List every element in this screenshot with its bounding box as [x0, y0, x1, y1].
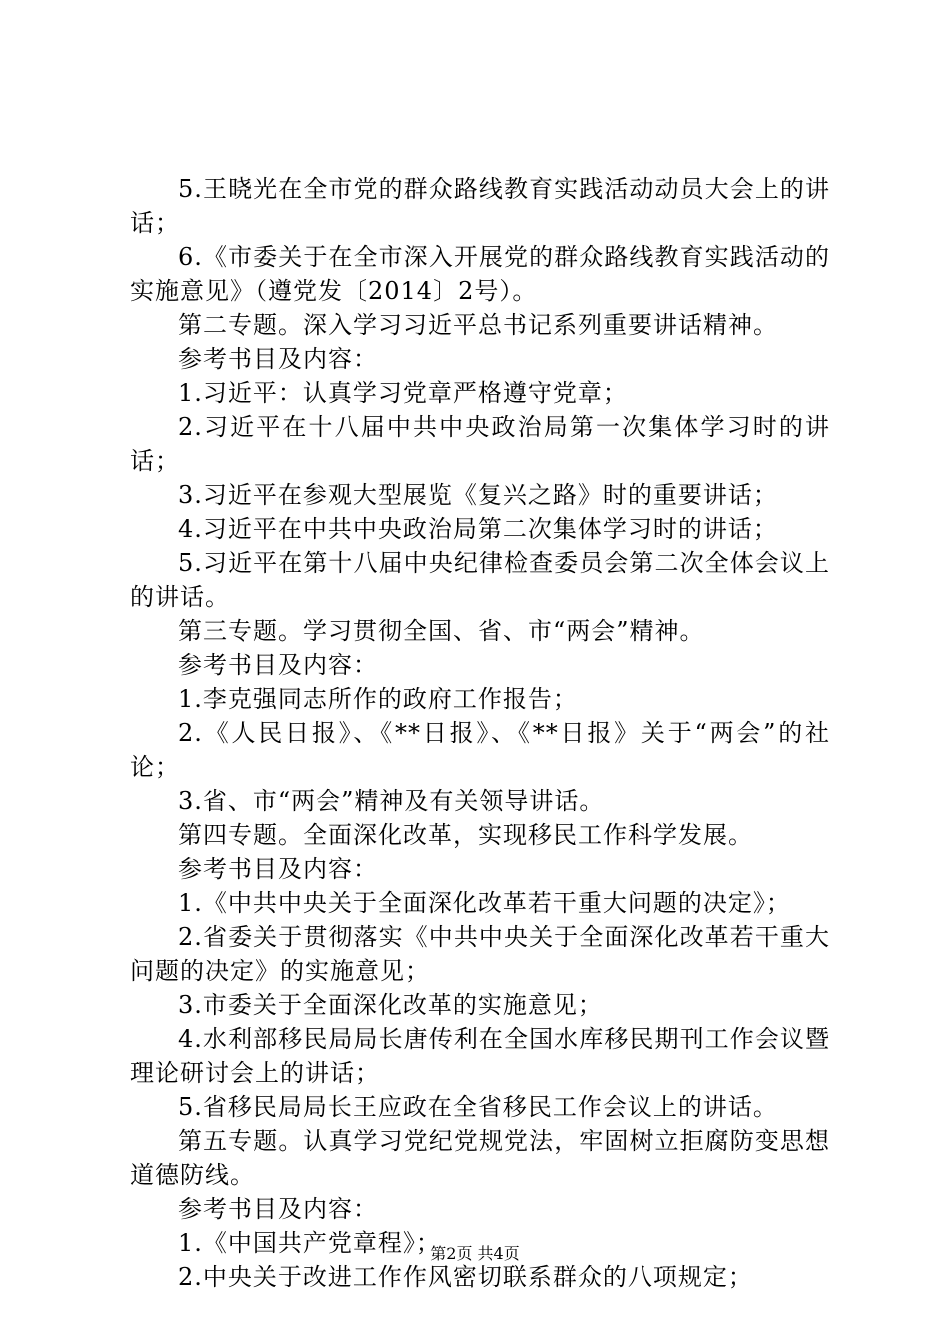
paragraph: 5.王晓光在全市党的群众路线教育实践活动动员大会上的讲话；: [130, 175, 830, 237]
list-item: 4.水利部移民局局长唐传利在全国水库移民期刊工作会议暨理论研讨会上的讲话；: [130, 1025, 830, 1087]
section-heading: 第三专题。学习贯彻全国、省、市“两会”精神。: [178, 617, 705, 645]
paragraph: 6.《市委关于在全市深入开展党的群众路线教育实践活动的实施意见》（遵党发〔2014〕2号）。: [130, 243, 830, 305]
reference-label: 参考书目及内容：: [178, 1195, 378, 1223]
list-item: 2.中央关于改进工作作风密切联系群众的八项规定；: [178, 1263, 753, 1291]
section-heading: 第四专题。全面深化改革，实现移民工作科学发展。: [178, 821, 753, 849]
list-item: 1.习近平：认真学习党章严格遵守党章；: [178, 379, 628, 407]
list-item: 1.《中国共产党章程》；: [178, 1229, 441, 1257]
list-item: 1.李克强同志所作的政府工作报告；: [178, 685, 578, 713]
list-item: 5.省移民局局长王应政在全省移民工作会议上的讲话。: [178, 1093, 778, 1121]
list-item: 2.习近平在十八届中共中央政治局第一次集体学习时的讲话；: [130, 413, 830, 475]
reference-label: 参考书目及内容：: [178, 855, 378, 883]
section-heading: 第五专题。认真学习党纪党规党法，牢固树立拒腐防变思想道德防线。: [130, 1127, 830, 1189]
list-item: 4.习近平在中共中央政治局第二次集体学习时的讲话；: [178, 515, 778, 543]
reference-label: 参考书目及内容：: [178, 345, 378, 373]
list-item: 3.习近平在参观大型展览《复兴之路》时的重要讲话；: [178, 481, 778, 509]
list-item: 2.省委关于贯彻落实《中共中央关于全面深化改革若干重大问题的决定》的实施意见；: [130, 923, 830, 985]
list-item: 3.市委关于全面深化改革的实施意见；: [178, 991, 603, 1019]
reference-label: 参考书目及内容：: [178, 651, 378, 679]
section-heading: 第二专题。深入学习习近平总书记系列重要讲话精神。: [178, 311, 778, 339]
list-item: 3.省、市“两会”精神及有关领导讲话。: [178, 787, 605, 815]
list-item: 1.《中共中央关于全面深化改革若干重大问题的决定》；: [178, 889, 791, 917]
list-item: 2.《人民日报》、《**日报》、《**日报》关于“两会”的社论；: [130, 719, 830, 781]
page-number-footer: 第2页 共4页: [430, 1244, 520, 1263]
list-item: 5.习近平在第十八届中央纪律检查委员会第二次全体会议上的讲话。: [130, 549, 830, 611]
document-body: [130, 172, 830, 1294]
